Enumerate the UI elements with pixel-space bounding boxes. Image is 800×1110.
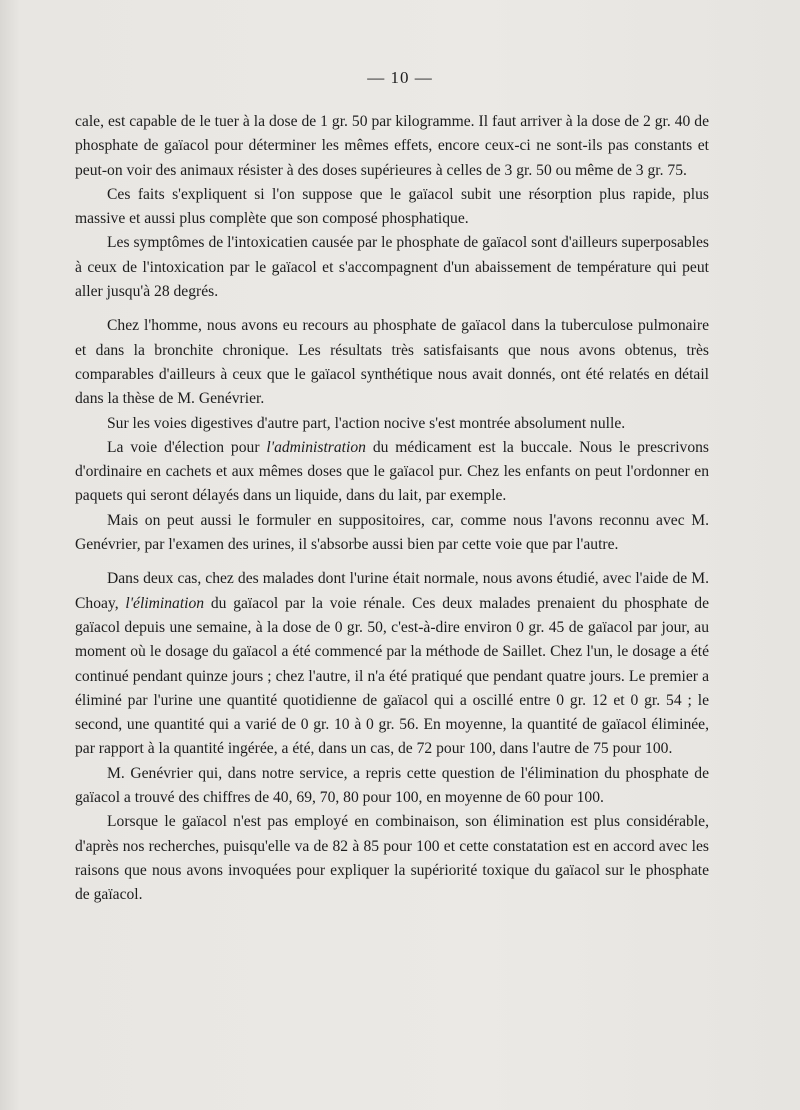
paragraph-text: Chez l'homme, nous avons eu recours au phosphate de gaïacol dans la tuberculose pulmonaire et dans la bronchite chronique. Les résultats très satisfaisants que nous avons obtenus, très comparables d'ailleurs à ceux que le gaïacol synthétique nous avait donnés, ont été relatés en détail dans la thèse de M. Genévrier. xyxy=(75,317,709,408)
paragraph-text: cale, est capable de le tuer à la dose de 1 gr. 50 par kilogramme. Il faut arriver à la dose de 2 gr. 40 de phosphate de gaïacol pour déterminer les mêmes effets, encore ceux-ci ne sont-ils pas constants et peut-on voir des animaux résister à des doses supérieures à celles de 3 gr. 50 ou même de 3 gr. 75. xyxy=(75,113,709,179)
paragraph-text: M. Genévrier qui, dans notre service, a repris cette question de l'élimination du phosphate de gaïacol a trouvé des chiffres de 40, 69, 70, 80 pour 100, en moyenne de 60 pour 100. xyxy=(75,764,709,807)
paragraph-2 xyxy=(75,183,709,232)
paragraph-text: Sur les voies digestives d'autre part, l'action nocive s'est montrée absolument nulle. xyxy=(107,414,626,432)
page-number: — 10 — xyxy=(367,68,433,87)
paragraph-3 xyxy=(75,231,709,304)
paragraph-9 xyxy=(75,762,709,811)
paragraph-text: Les symptômes de l'intoxicatien causée par le phosphate de gaïacol sont d'ailleurs superposables à ceux de l'intoxication par le gaïacol et s'accompagnent d'un abaissement de température qui peut aller jusqu'à 28 degrés. xyxy=(75,234,709,301)
paragraph-4 xyxy=(75,314,709,411)
italic-term: l'élimination xyxy=(125,594,205,612)
paragraph-10 xyxy=(75,810,709,907)
paragraph-text: Mais on peut aussi le formuler en suppositoires, car, comme nous l'avons reconnu avec M. Genévrier, par l'examen des urines, il s'absorbe aussi bien par cette voie que par l'autre. xyxy=(75,511,709,554)
paragraph-7 xyxy=(75,509,709,558)
paragraph-text: La voie d'élection pour xyxy=(107,438,267,456)
italic-term: l'administration xyxy=(266,438,366,456)
body-text xyxy=(75,110,709,908)
paragraph-1 xyxy=(75,110,709,183)
paragraph-5 xyxy=(75,412,709,436)
paragraph-8 xyxy=(75,567,709,761)
paragraph-text: Dans deux cas, chez des malades dont l'urine était normale, nous avons étudié, avec l'aide de M. Choay, xyxy=(75,570,709,612)
paragraph-6 xyxy=(75,436,709,509)
paragraph-text: Ces faits s'expliquent si l'on suppose que le gaïacol subit une résorption plus rapide, plus massive et aussi plus complète que son composé phosphatique. xyxy=(75,185,709,228)
paragraph-text: Lorsque le gaïacol n'est pas employé en combinaison, son élimination est plus considérable, d'après nos recherches, puisqu'elle va de 82 à 85 pour 100 et cette constatation est en accord avec les raisons que nous avons invoquées pour expliquer la supériorité toxique du gaïacol sur le phosphate de gaïacol. xyxy=(75,813,709,904)
paragraph-text: du gaïacol par la voie rénale. Ces deux malades prenaient du phosphate de gaïacol depuis une semaine, à la dose de 0 gr. 50, c'est-à-dire environ 0 gr. 45 de gaïacol par jour, au moment où le dosage du gaïacol a été commencé par la méthode de Saillet. Chez l'un, le dosage a été continué pendant quinze jours ; chez l'autre, il n'a été pratiqué que pendant quatre jours. Le premier a éliminé par l'urine une quantité quotidienne de gaïacol qui a oscillé entre 0 gr. 12 et 0 gr. 54 ; le second, une quantité qui a varié de 0 gr. 10 à 0 gr. 56. En moyenne, la quantité de gaïacol éliminée, par rapport à la quantité ingérée, a été, dans un cas, de 72 pour 100, dans l'autre de 75 pour 100. xyxy=(75,594,710,758)
paragraph-text: du médicament est la buccale. Nous le prescrivons d'ordinaire en cachets et aux mêmes doses que le gaïacol pur. Chez les enfants on peut l'ordonner en paquets qui seront délayés dans un liquide, dans du lait, par exemple. xyxy=(75,438,709,505)
